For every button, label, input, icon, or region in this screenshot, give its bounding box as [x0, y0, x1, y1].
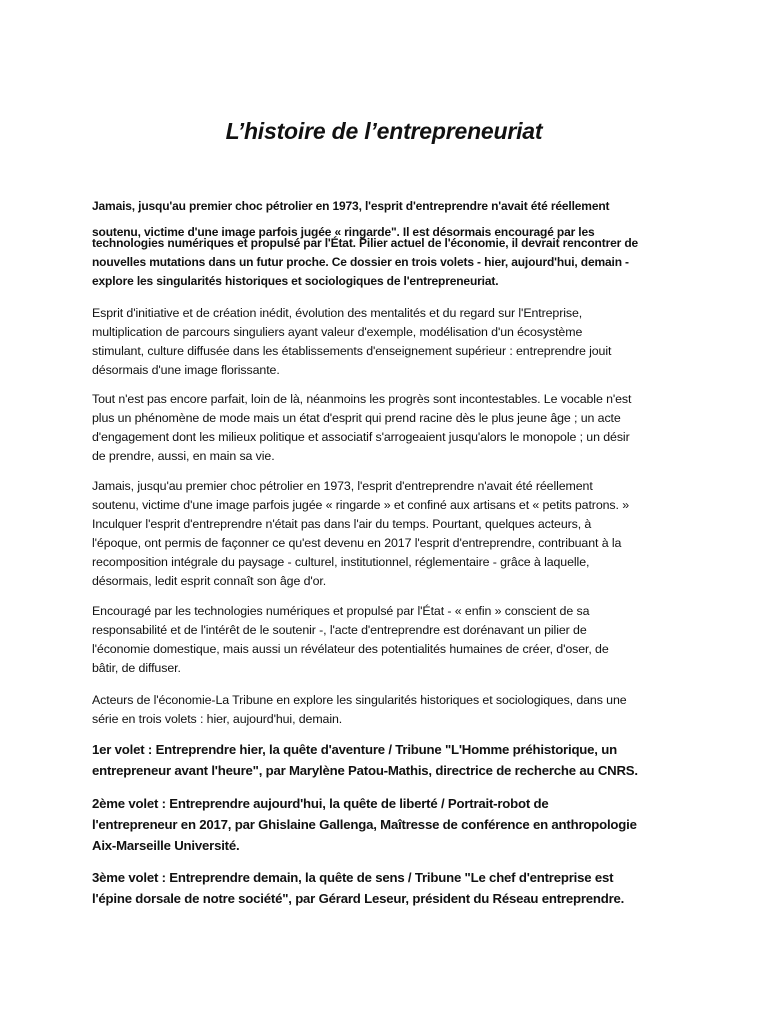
paragraph-line: Inculquer l'esprit d'entreprendre n'était pas dans l'air du temps. Pourtant, quelques acteurs, à [92, 517, 592, 531]
paragraph-line: d'engagement dont les milieux politique et associatif s'arrogeaient jusqu'alors le monopole ; un désir [92, 430, 630, 444]
intro-line: Jamais, jusqu'au premier choc pétrolier en 1973, l'esprit d'entreprendre n'avait été réellement [92, 199, 610, 213]
volume-line: 2ème volet : Entreprendre aujourd'hui, la quête de liberté / Portrait-robot de [92, 796, 549, 811]
page-title: L’histoire de l’entrepreneuriat [225, 118, 543, 144]
body-paragraph [92, 602, 692, 678]
paragraph-line: plus un phénomène de mode mais un état d'esprit qui prend racine dès le plus jeune âge ; un acte [92, 411, 621, 425]
volume-line: l'entrepreneur en 2017, par Ghislaine Gallenga, Maîtresse de conférence en anthropologie [92, 817, 637, 832]
paragraph-line: multiplication de parcours singuliers ayant valeur d'exemple, modélisation d'un écosystème [92, 325, 583, 339]
body-paragraph [92, 304, 692, 380]
paragraph-line: responsabilité et de l'intérêt de le soutenir -, l'acte d'entreprendre est dorénavant un pilier de [92, 623, 587, 637]
paragraph-line: de prendre, aussi, en main sa vie. [92, 449, 275, 463]
body-paragraph [92, 477, 692, 591]
intro-line: nouvelles mutations dans un futur proche. Ce dossier en trois volets - hier, aujourd'hui, demain - [92, 255, 629, 269]
volume-line: 1er volet : Entreprendre hier, la quête d'aventure / Tribune "L'Homme préhistorique, un [92, 742, 617, 757]
paragraph-line: l'économie domestique, mais aussi un révélateur des potentialités humaines de créer, d'oser, de [92, 642, 609, 656]
paragraph-line: bâtir, de diffuser. [92, 661, 181, 675]
intro-line: technologies numériques et propulsé par l'État. Pilier actuel de l'économie, il devrait rencontrer de [92, 236, 639, 250]
volume-entry [92, 739, 692, 781]
volume-entry [92, 867, 692, 909]
paragraph-line: Esprit d'initiative et de création inédit, évolution des mentalités et du regard sur l'Entreprise, [92, 306, 583, 320]
paragraph-line: Acteurs de l'économie-La Tribune en explore les singularités historiques et sociologiques, dans une [92, 693, 627, 707]
volume-entry [92, 793, 692, 856]
paragraph-line: l'époque, ont permis de façonner ce qu'est devenu en 2017 l'esprit d'entreprendre, contribuant à la [92, 536, 622, 550]
volume-line: entrepreneur avant l'heure", par Marylène Patou-Mathis, directrice de recherche au CNRS. [92, 763, 638, 778]
paragraph-line: Encouragé par les technologies numériques et propulsé par l'État - « enfin » conscient de sa [92, 604, 590, 618]
paragraph-line: Tout n'est pas encore parfait, loin de là, néanmoins les progrès sont incontestables. Le vocable n'est [92, 392, 632, 406]
volume-line: 3ème volet : Entreprendre demain, la quête de sens / Tribune "Le chef d'entreprise est [92, 870, 614, 885]
body-paragraph [92, 691, 692, 729]
paragraph-line: soutenu, victime d'une image parfois jugée « ringarde » et confiné aux artisans et « petits patrons. » [92, 498, 629, 512]
paragraph-line: stimulant, culture diffusée dans les établissements d'enseignement supérieur : entreprendre jouit [92, 344, 612, 358]
paragraph-line: série en trois volets : hier, aujourd'hui, demain. [92, 712, 343, 726]
intro-line: soutenu, victime d'une image parfois jugée « ringarde". Il est désormais encouragé par les [92, 225, 595, 239]
paragraph-line: désormais d'une image florissante. [92, 363, 280, 377]
volume-line: Aix-Marseille Université. [92, 838, 240, 853]
volume-line: l'épine dorsale de notre société", par Gérard Leseur, président du Réseau entreprendre. [92, 891, 625, 906]
paragraph-line: Jamais, jusqu'au premier choc pétrolier en 1973, l'esprit d'entreprendre n'avait été réellement [92, 479, 593, 493]
intro-line: explore les singularités historiques et sociologiques de l'entrepreneuriat. [92, 274, 499, 288]
paragraph-line: recomposition intégrale du paysage - culturel, institutionnel, réglementaire - grâce à laquelle, [92, 555, 590, 569]
body-paragraph [92, 390, 692, 466]
paragraph-line: désormais, ledit esprit connaît son âge d'or. [92, 574, 327, 588]
